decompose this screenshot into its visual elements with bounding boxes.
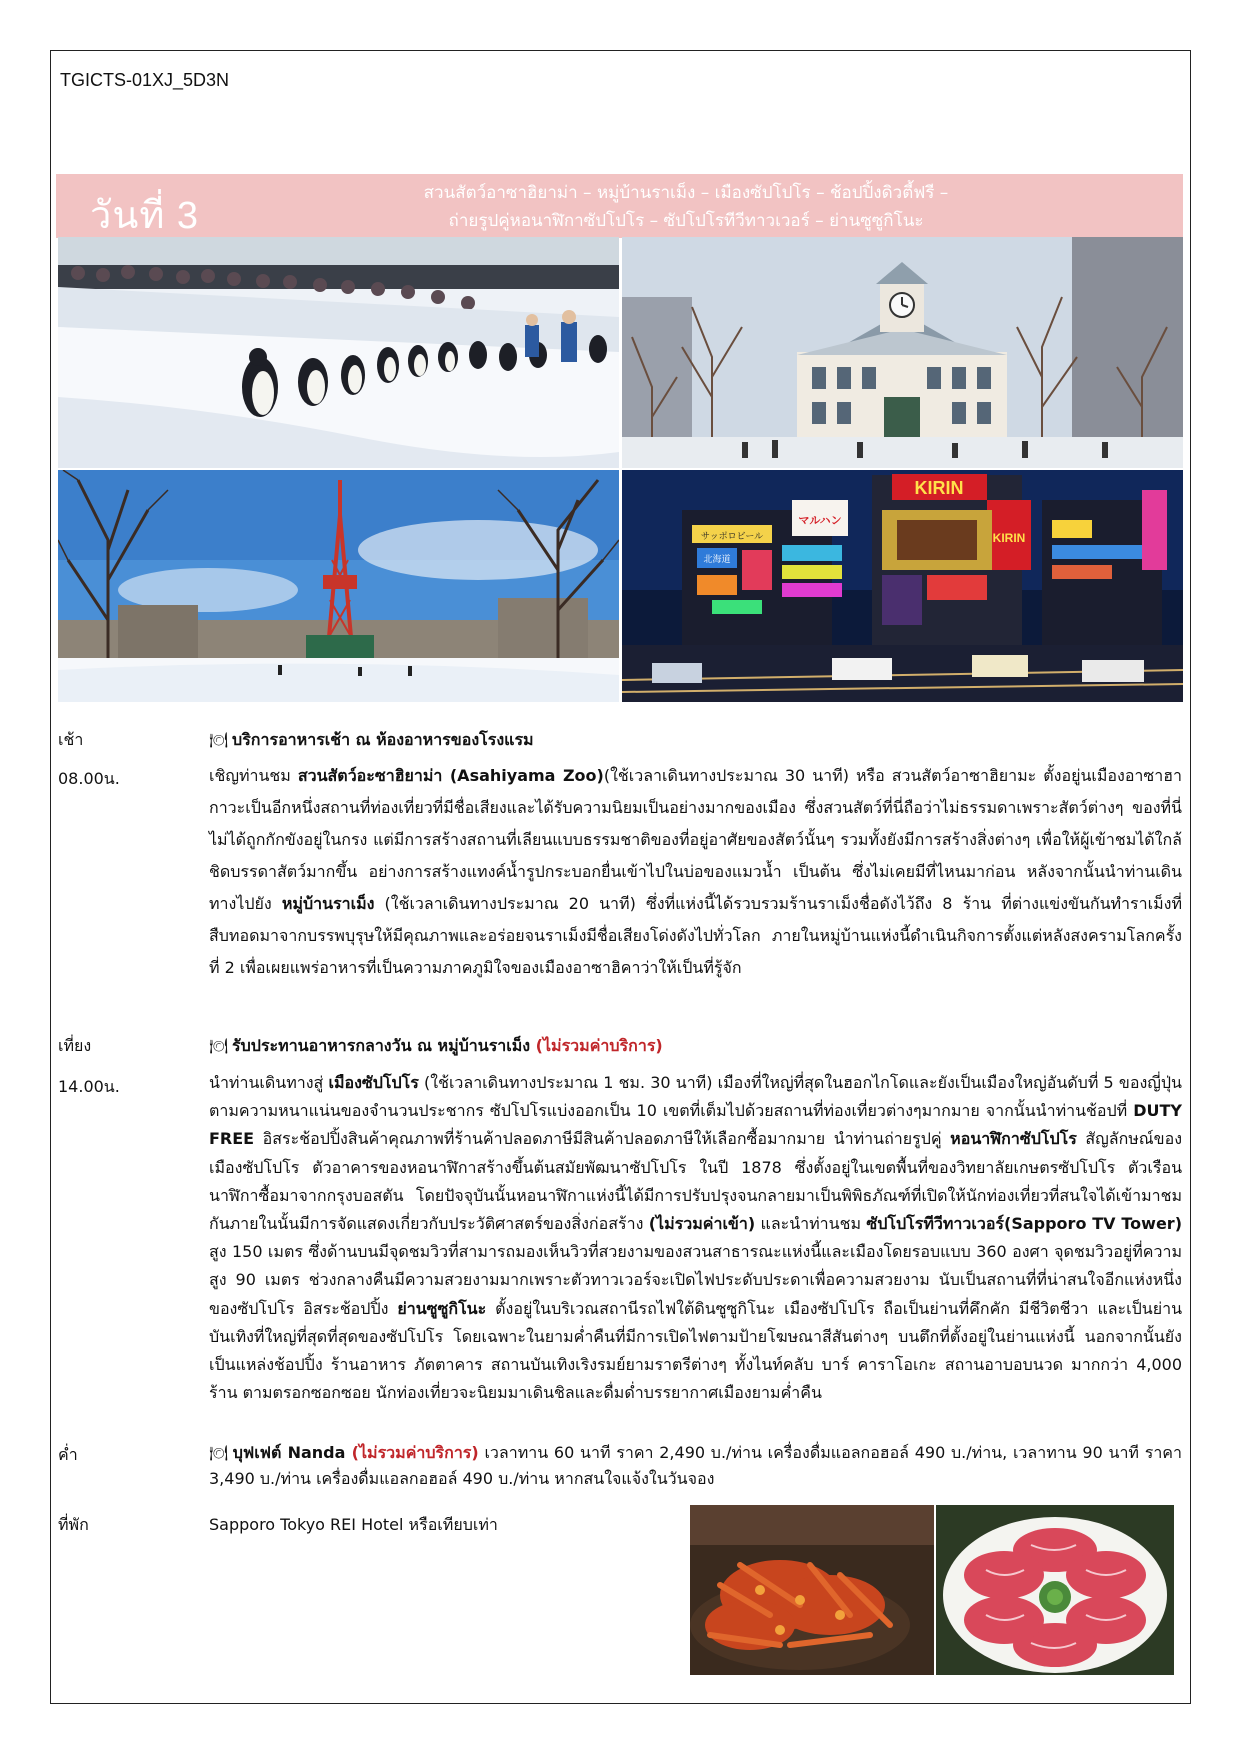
afternoon-time-label: 14.00น.	[58, 1077, 120, 1096]
day-route	[291, 179, 1081, 235]
breakfast-text: 🍽 บริการอาหารเช้า ณ ห้องอาหารของโรงแรม	[209, 730, 534, 749]
kirin-sign-text: KIRIN	[914, 478, 964, 498]
clock-tower-photo	[622, 237, 1183, 468]
kirin-side-sign-text: KIRIN	[992, 531, 1026, 545]
wagyu-platter-photo	[936, 1505, 1174, 1675]
dinner-text: 🍽 บุฟเฟต์ Nanda (ไม่รวมค่าบริการ) เวลาทาน 60 นาที ราคา 2,490 บ./ท่าน เครื่องดื่มแอลกอฮอล์ 490 บ./ท่าน, เวลาทาน 90 นาที ราคา 3,490 บ./ท่าน เครื่องดื่มแอลกอฮอล์ 490 บ./ท่าน หากสนใจแจ้งในวันจอง	[209, 1443, 1182, 1488]
morning-description: เชิญท่านชม สวนสัตว์อะซาฮิยาม่า (Asahiyama Zoo)(ใช้เวลาเดินทางประมาณ 30 นาที) หรือ สวนสัตว์อาซาฮิยามะ ตั้งอยู่นเมืองอาซาฮากาวะเป็นอีกหนึ่งสถานที่ท่องเที่ยวที่มีชื่อเสียงและได้รับความนิยมเป็นอย่างมากของเมือง ซึ่งสวนสัตว์ที่นี่ถือว่าไม่ธรรมดาเพราะสัตว์ต่างๆ ของที่นี่ไม่ได้ถูกกักขังอยู่ในกรง แต่มีการสร้างสถานที่เลียนแบบธรรมชาติของที่อยู่อาศัยของสัตว์นั้นๆ รวมทั้งยังมีการสร้างสิ่งต่างๆ เพื่อให้ผู้เข้าชมได้ใกล้ชิดบรรดาสัตว์มากขึ้น อย่างการสร้างแทงค์น้ำรูปกระบอกยื่นเข้าไปในบ่อของแมวน้ำ เป็นต้น ซึ่งไม่เคยมีที่ไหนมาก่อน หลังจากนั้นนำท่านเดินทางไปยัง หมู่บ้านราเม็ง (ใช้เวลาเดินทางประมาณ 20 นาที) ซึ่งที่แห่งนี้ได้รวบรวมร้านราเม็งชื่อดังไว้ถึง 8 ร้าน ที่ต่างแข่งขันกันทำราเม็งที่สืบทอดมาจากบรรพบุรุษให้มีคุณภาพและอร่อยจนราเม็งมีชื่อเสียงโด่งดังไปทั่วโลก ภายในหมู่บ้านแห่งนี้ดำเนินกิจการตั้งแต่หลังสงครามโลกครั้งที่ 2 เพื่อเผยแพร่อาหารที่เป็นความภาคภูมิใจของเมืองอาซาฮิคาว่าให้เป็นที่รู้จัก	[209, 766, 1182, 977]
morning-time-label: 08.00น.	[58, 769, 120, 788]
king-crab-photo	[690, 1505, 934, 1675]
lunch-text: 🍽 รับประทานอาหารกลางวัน ณ หมู่บ้านราเม็ง (ไม่รวมค่าบริการ)	[209, 1036, 663, 1055]
afternoon-description: นำท่านเดินทางสู่ เมืองซัปโปโร (ใช้เวลาเดินทางประมาณ 1 ชม. 30 นาที) เมืองที่ใหญ่ที่สุดในฮอกไกโดและยังเป็นเมืองใหญ่อันดับที่ 5 ของญี่ปุ่นตามความหนาแน่นของจำนวนประชากร ซัปโปโรแบ่งออกเป็น 10 เขตที่เต็มไปด้วยสถานที่ท่องเที่ยวต่างๆมากมาย จากนั้นนำท่านช้อปที่ DUTY FREE อิสระช้อปปิ้งสินค้าคุณภาพที่ร้านค้าปลอดภาษีมีสินค้าปลอดภาษีให้เลือกซื้อมากมาย นำท่านถ่ายรูปคู่ หอนาฬิกาซัปโปโร สัญลักษณ์ของเมืองซัปโปโร ตัวอาคารของหอนาฬิกาสร้างขึ้นต้นสมัยพัฒนาซัปโปโร ในปี 1878 ซึ่งตั้งอยู่ในเขตพื้นที่ของวิทยาลัยเกษตรซัปโปโร ตัวเรือนนาฬิกาซื้อมาจากกรุงบอสตัน โดยปัจจุบันนั้นหอนาฬิกาแห่งนี้ได้มีการปรับปรุงจนกลายมาเป็นพิพิธภัณฑ์ที่เปิดให้นักท่องเที่ยวที่สนใจได้เข้ามาชมกันภายในนั้นมีการจัดแสดงเกี่ยวกับประวัติศาสตร์ของสิ่งก่อสร้าง (ไม่รวมค่าเข้า) และนำท่านชม ซัปโปโรทีวีทาวเวอร์(Sapporo TV Tower) สูง 150 เมตร ซึ่งด้านบนมีจุดชมวิวที่สามารถมองเห็นวิวที่สวยงามของสวนสาธารณะแห่งนี้และเมืองโดยรอบแบบ 360 องศา จุดชมวิวอยู่ที่ความสูง 90 เมตร ช่วงกลางคืนมีความสวยงามมากเพราะตัวทาวเวอร์จะเปิดไฟประดับประดาเพื่อความสวยงาม นับเป็นสถานที่ที่น่าสนใจอีกแห่งหนึ่งของซัปโปโร อิสระช้อปปิ้ง ย่านซูซูกิโนะ ตั้งอยู่ในบริเวณสถานีรถไฟใต้ดินซูซูกิโนะ เมืองซัปโปโร ถือเป็นย่านที่คึกคัก มีชีวิตชีวา และเป็นย่านบันเทิงที่ใหญ่ที่สุดที่สุดของซัปโปโร โดยเฉพาะในยามค่ำคืนที่มีการเปิดไฟตามป้ายโฆษณาสีสันต่างๆ บนตึกที่ตั้งอยู่ในย่านแห่งนี้ นอกจากนั้นยังเป็นแหล่งช้อปปิ้ง ร้านอาหาร ภัตตาคาร สถานบันเทิงเริงรมย์ยามราตรีต่างๆ ทั้งไนท์คลับ บาร์ คาราโอเกะ สถานอาบอบนวด มากกว่า 4,000 ร้าน ตามตรอกซอกซอย นักท่องเที่ยวจะนิยมมาเดินชิลและดื่มด่ำบรรยากาศเมืองยามค่ำคืน	[209, 1073, 1183, 1403]
hotel-label: ที่พัก	[58, 1515, 89, 1534]
maruhan-sign-text: マルハン	[798, 514, 842, 527]
tv-tower-photo	[58, 470, 619, 702]
day-banner	[56, 174, 1183, 238]
lunch-time-label: เที่ยง	[58, 1036, 92, 1055]
day-title: วันที่ 3	[90, 195, 200, 237]
meal-icon: 🍽	[209, 1037, 229, 1055]
meal-icon: 🍽	[209, 731, 229, 749]
sapporo-beer-sign-text: サッポロビール	[700, 532, 764, 542]
breakfast-time-label: เช้า	[58, 730, 84, 749]
hotel-name: Sapporo Tokyo REI Hotel หรือเทียบเท่า	[209, 1515, 498, 1534]
day-route-line-2: ถ่ายรูปคู่หอนาฬิกาซัปโปโร – ซัปโปโรทีวีทาวเวอร์ – ย่านซูซูกิโนะ	[448, 211, 924, 231]
dinner-time-label: ค่ำ	[58, 1445, 78, 1464]
tour-code: TGICTS-01XJ_5D3N	[60, 70, 230, 90]
penguin-parade-photo	[58, 237, 619, 468]
susukino-night-photo	[622, 470, 1183, 702]
day-route-line-1: สวนสัตว์อาซาฮิยาม่า – หมู่บ้านราเม็ง – เมืองซัปโปโร – ช้อปปิ้งดิวตี้ฟรี –	[423, 183, 949, 203]
meal-icon: 🍽	[209, 1444, 229, 1462]
hokkaido-sign-text: 北海道	[703, 555, 731, 565]
